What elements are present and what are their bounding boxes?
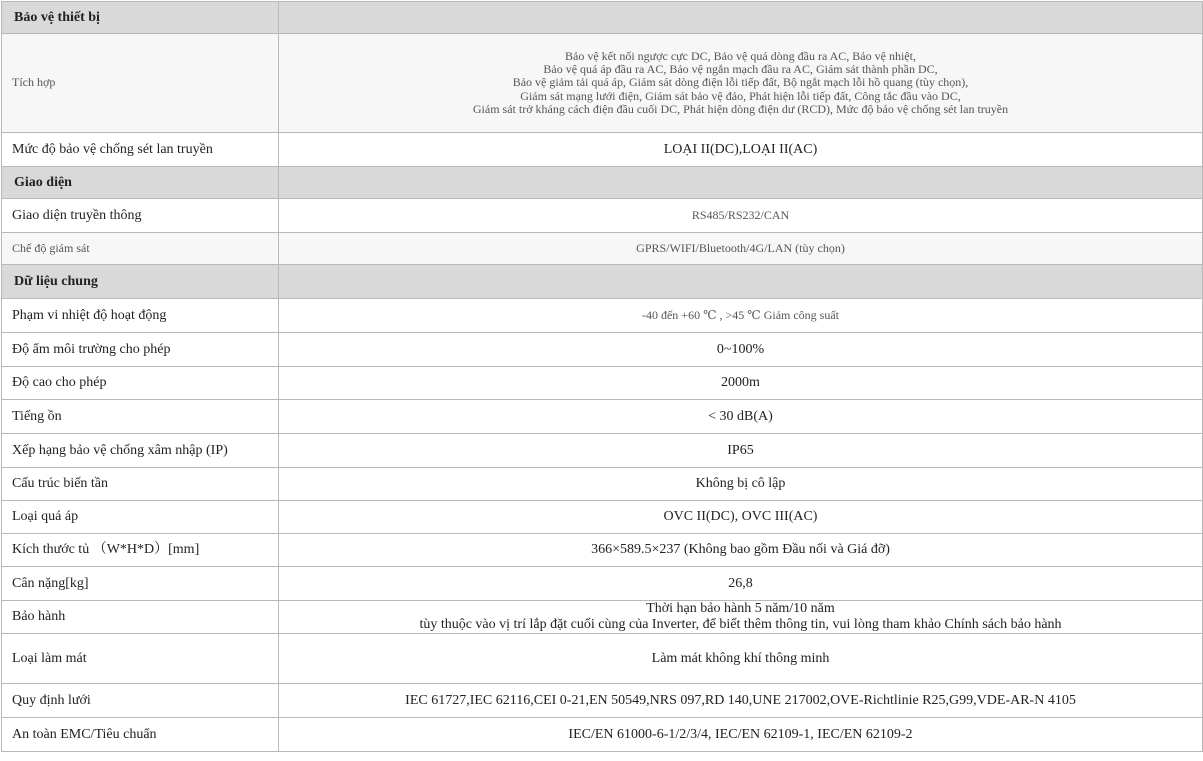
spec-label: Cấu trúc biến tần [2,468,279,501]
spec-row [2,434,1203,468]
spec-row [2,367,1203,400]
spec-value-line: Bảo vệ quá áp đầu ra AC, Bảo vệ ngắn mạch đầu ra AC, Giám sát thành phần DC, [543,62,938,77]
spec-value-line: GPRS/WIFI/Bluetooth/4G/LAN (tùy chọn) [636,240,845,255]
section-filler [279,2,1203,34]
spec-value-line: 366×589.5×237 (Không bao gồm Đầu nối và Giá đỡ) [591,542,890,557]
spec-row [2,233,1203,265]
spec-label: Mức độ bảo vệ chống sét lan truyền [2,133,279,167]
spec-table [1,1,1203,752]
spec-value-line: Không bị cô lập [695,476,786,491]
spec-value [279,601,1203,634]
spec-value [279,534,1203,567]
spec-label: Tích hợp [2,34,279,133]
spec-row [2,400,1203,434]
spec-value-line: < 30 dB(A) [708,408,773,424]
spec-row [2,501,1203,534]
section-header-row [2,2,1203,34]
spec-value [279,133,1203,167]
spec-label: Kích thước tủ （W*H*D）[mm] [2,534,279,567]
spec-label: Bảo hành [2,601,279,634]
spec-row [2,199,1203,233]
spec-label: Xếp hạng bảo vệ chống xâm nhập (IP) [2,434,279,468]
spec-label: Quy định lưới [2,684,279,718]
spec-row [2,534,1203,567]
spec-value [279,434,1203,468]
spec-row [2,634,1203,684]
spec-value [279,299,1203,333]
spec-value-line: Bảo vệ giảm tải quá áp, Giám sát dòng điện lỗi tiếp đất, Bộ ngắt mạch lỗi hồ quang (tùy chọn), [512,75,969,90]
spec-label: Loại quá áp [2,501,279,534]
spec-value-line: Làm mát không khí thông minh [651,650,830,666]
spec-row [2,567,1203,601]
spec-value-line: OVC II(DC), OVC III(AC) [663,509,818,524]
section-header-row [2,167,1203,199]
spec-label: Độ cao cho phép [2,367,279,400]
spec-label: Giao diện truyền thông [2,199,279,233]
spec-value [279,684,1203,718]
section-header-row [2,265,1203,299]
spec-label: Chế độ giám sát [2,233,279,265]
spec-row [2,718,1203,752]
section-title: Bảo vệ thiết bị [2,2,279,34]
spec-row [2,133,1203,167]
spec-value [279,233,1203,265]
spec-label: Cân nặng[kg] [2,567,279,601]
spec-row [2,601,1203,634]
spec-value-line: 2000m [721,375,760,390]
spec-row [2,684,1203,718]
spec-value-line: LOẠI II(DC),LOẠI II(AC) [663,141,818,157]
spec-label: An toàn EMC/Tiêu chuẩn [2,718,279,752]
spec-value-line: tùy thuộc vào vị trí lắp đặt cuối cùng của Inverter, để biết thêm thông tin, vui lòng tham khảo Chính sách bảo hành [419,617,1062,632]
spec-value [279,367,1203,400]
section-filler [279,265,1203,299]
spec-value-line: IEC/EN 61000-6-1/2/3/4, IEC/EN 62109-1, IEC/EN 62109-2 [568,726,913,742]
spec-value-line: Bảo vệ kết nối ngược cực DC, Bảo vệ quá dòng đầu ra AC, Bảo vệ nhiệt, [565,48,916,63]
spec-row [2,333,1203,367]
spec-value-line: 0~100% [716,341,765,357]
spec-value [279,634,1203,684]
spec-value [279,501,1203,534]
spec-value [279,34,1203,133]
spec-value [279,567,1203,601]
spec-row [2,468,1203,501]
spec-label: Tiếng ồn [2,400,279,434]
spec-value [279,400,1203,434]
spec-value-line: IEC 61727,IEC 62116,CEI 0-21,EN 50549,NRS 097,RD 140,UNE 217002,OVE-Richtlinie R25,G99,VDE-AR-N 4105 [405,692,1076,708]
spec-value-line: IP65 [727,442,754,458]
spec-label: Phạm vi nhiệt độ hoạt động [2,299,279,333]
spec-value-line: 26,8 [728,575,753,591]
spec-value-line: Giám sát trở kháng cách điện đầu cuối DC, Phát hiện dòng điện dư (RCD), Mức độ bảo vệ chống sét lan truyền [472,101,1009,116]
spec-value-line: -40 đến +60 ℃ , >45 ℃ Giảm công suất [641,307,840,322]
section-title: Dữ liệu chung [2,265,279,299]
spec-value-line: Giám sát mạng lưới điện, Giám sát bảo vệ đảo, Phát hiện lỗi tiếp đất, Công tắc đầu vào DC, [520,88,961,103]
spec-value [279,718,1203,752]
spec-value-line: Thời hạn bảo hành 5 năm/10 năm [646,601,835,616]
section-title: Giao diện [2,167,279,199]
spec-table-body [2,2,1203,752]
spec-value-line: RS485/RS232/CAN [691,207,790,222]
spec-value [279,199,1203,233]
spec-label: Độ ẩm môi trường cho phép [2,333,279,367]
spec-label: Loại làm mát [2,634,279,684]
section-filler [279,167,1203,199]
spec-row [2,299,1203,333]
spec-value [279,468,1203,501]
spec-value [279,333,1203,367]
spec-row [2,34,1203,133]
